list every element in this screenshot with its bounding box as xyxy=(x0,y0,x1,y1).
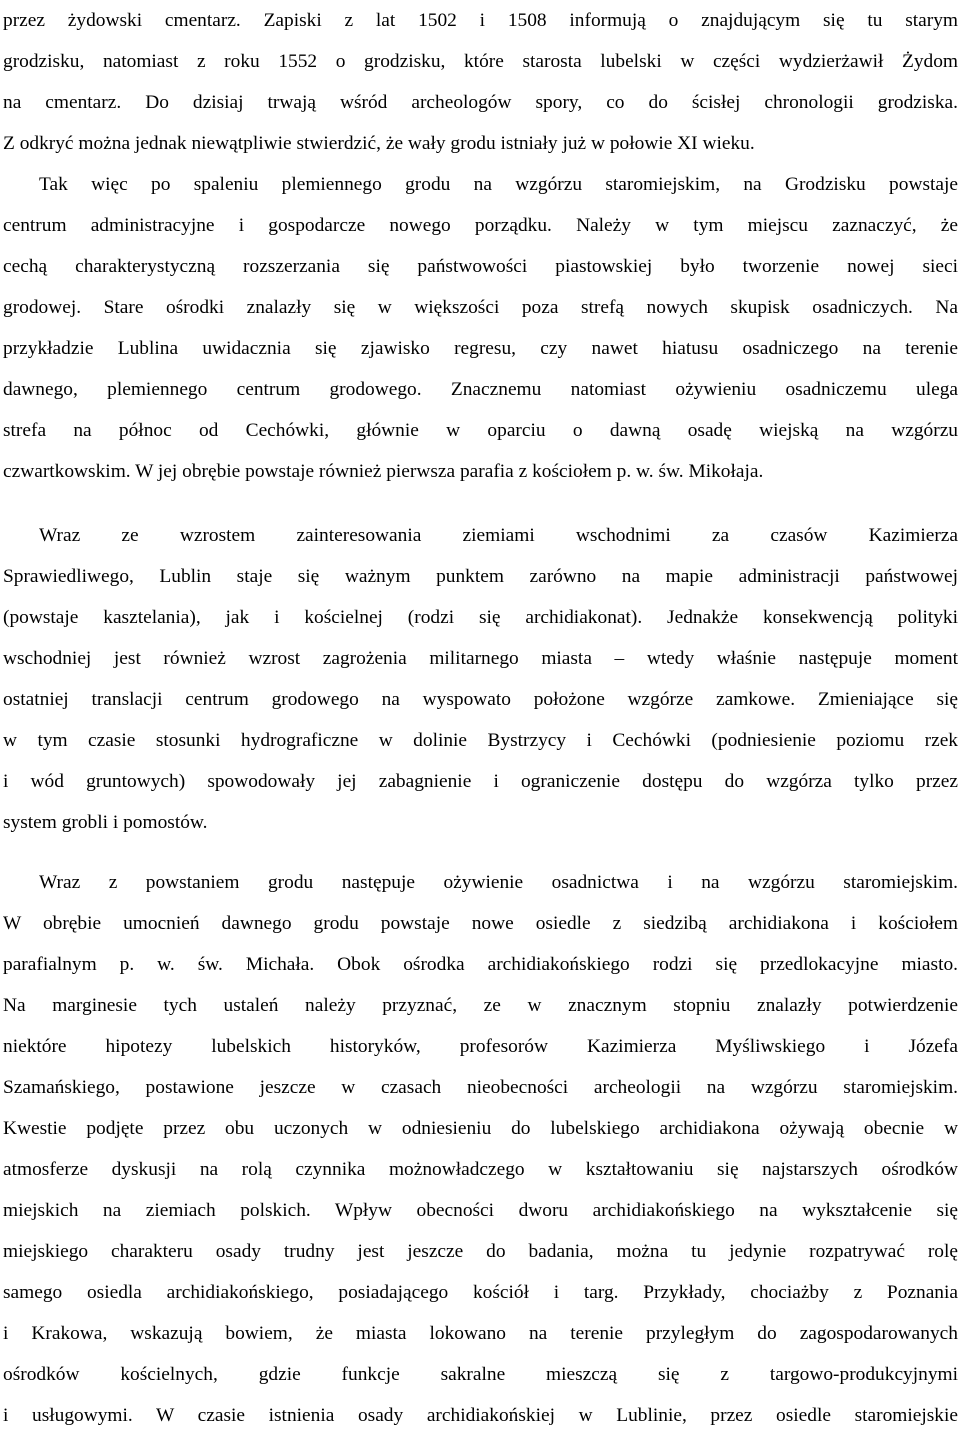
text-line: atmosferze dyskusji na rolą czynnika możnowładczego w kształtowaniu się najstarszych ośrodków xyxy=(3,1159,958,1180)
text-line: miejskiego charakteru osady trudny jest jeszcze do badania, można tu jedynie rozpatrywać rolę xyxy=(3,1241,958,1262)
text-line: czwartkowskim. W jej obrębie powstaje również pierwsza parafia z kościołem p. w. św. Mikołaja. xyxy=(3,461,764,482)
text-line: samego osiedla archidiakońskiego, posiadającego kościół i targ. Przykłady, chociażby z Poznania xyxy=(3,1282,958,1303)
text-line: i Krakowa, wskazują bowiem, że miasta lokowano na terenie przyległym do zagospodarowanych xyxy=(3,1323,958,1344)
text-line: system grobli i pomostów. xyxy=(3,812,208,833)
text-line: wschodniej jest również wzrost zagrożenia militarnego miasta – wtedy właśnie następuje moment xyxy=(3,648,958,669)
text-line: Kwestie podjęte przez obu uczonych w odniesieniu do lubelskiego archidiakona ożywają obecnie w xyxy=(3,1118,958,1139)
text-line: ostatniej translacji centrum grodowego na wyspowato położone wzgórze zamkowe. Zmieniające się xyxy=(3,689,958,710)
text-line: parafialnym p. w. św. Michała. Obok ośrodka archidiakońskiego rodzi się przedlokacyjne miasto. xyxy=(3,954,958,975)
text-line: Szamańskiego, postawione jeszcze w czasach nieobecności archeologii na wzgórzu staromiejskim. xyxy=(3,1077,958,1098)
text-line: Z odkryć można jednak niewątpliwie stwierdzić, że wały grodu istniały już w połowie XI wieku. xyxy=(3,133,755,154)
text-line: niektóre hipotezy lubelskich historyków, profesorów Kazimierza Myśliwskiego i Józefa xyxy=(3,1036,958,1057)
text-line: grodzisku, natomiast z roku 1552 o grodzisku, które starosta lubelski w części wydzierżawił Żydom xyxy=(3,51,958,72)
text-line: grodowej. Stare ośrodki znalazły się w większości poza strefą nowych skupisk osadniczych. Na xyxy=(3,297,958,318)
text-line: przykładzie Lublina uwidacznia się zjawisko regresu, czy nawet hiatusu osadniczego na terenie xyxy=(3,338,958,359)
text-line: przez żydowski cmentarz. Zapiski z lat 1502 i 1508 informują o znajdującym się tu starym xyxy=(3,10,958,31)
text-line: (powstaje kasztelania), jak i kościelnej (rodzi się archidiakonat). Jednakże konsekwencją polityki xyxy=(3,607,958,628)
paragraph-2 xyxy=(3,164,958,492)
text-line: dawnego, plemiennego centrum grodowego. Znacznemu natomiast ożywieniu osadniczemu ulega xyxy=(3,379,958,400)
text-line: Wraz ze wzrostem zainteresowania ziemiami wschodnimi za czasów Kazimierza xyxy=(39,525,958,546)
paragraph-3 xyxy=(3,515,958,843)
text-line: i wód gruntowych) spowodowały jej zabagnienie i ograniczenie dostępu do wzgórza tylko przez xyxy=(3,771,958,792)
text-line: Tak więc po spaleniu plemiennego grodu na wzgórzu staromiejskim, na Grodzisku powstaje xyxy=(39,174,958,195)
text-line: Na marginesie tych ustaleń należy przyznać, ze w znacznym stopniu znalazły potwierdzenie xyxy=(3,995,958,1016)
text-line: ośrodków kościelnych, gdzie funkcje sakralne mieszczą się z targowo-produkcyjnymi xyxy=(3,1364,958,1385)
paragraph-1 xyxy=(3,0,958,164)
text-line: Wraz z powstaniem grodu następuje ożywienie osadnictwa i na wzgórzu staromiejskim. xyxy=(39,872,958,893)
text-line: strefa na północ od Cechówki, głównie w oparciu o dawną osadę wiejską na wzgórzu xyxy=(3,420,958,441)
text-line: na cmentarz. Do dzisiaj trwają wśród archeologów spory, co do ścisłej chronologii grodziska. xyxy=(3,92,958,113)
text-line: miejskich na ziemiach polskich. Wpływ obecności dworu archidiakońskiego na wykształcenie się xyxy=(3,1200,958,1221)
text-line: Sprawiedliwego, Lublin staje się ważnym punktem zarówno na mapie administracji państwowej xyxy=(3,566,958,587)
text-line: W obrębie umocnień dawnego grodu powstaje nowe osiedle z siedzibą archidiakona i kościołem xyxy=(3,913,958,934)
text-line: cechą charakterystyczną rozszerzania się państwowości piastowskiej było tworzenie nowej sieci xyxy=(3,256,958,277)
text-line: i usługowymi. W czasie istnienia osady archidiakońskiej w Lublinie, przez osiedle staromiejskie xyxy=(3,1405,958,1426)
text-line: w tym czasie stosunki hydrograficzne w dolinie Bystrzycy i Cechówki (podniesienie poziomu rzek xyxy=(3,730,958,751)
paragraph-4 xyxy=(3,862,958,1429)
text-line: centrum administracyjne i gospodarcze nowego porządku. Należy w tym miejscu zaznaczyć, że xyxy=(3,215,958,236)
